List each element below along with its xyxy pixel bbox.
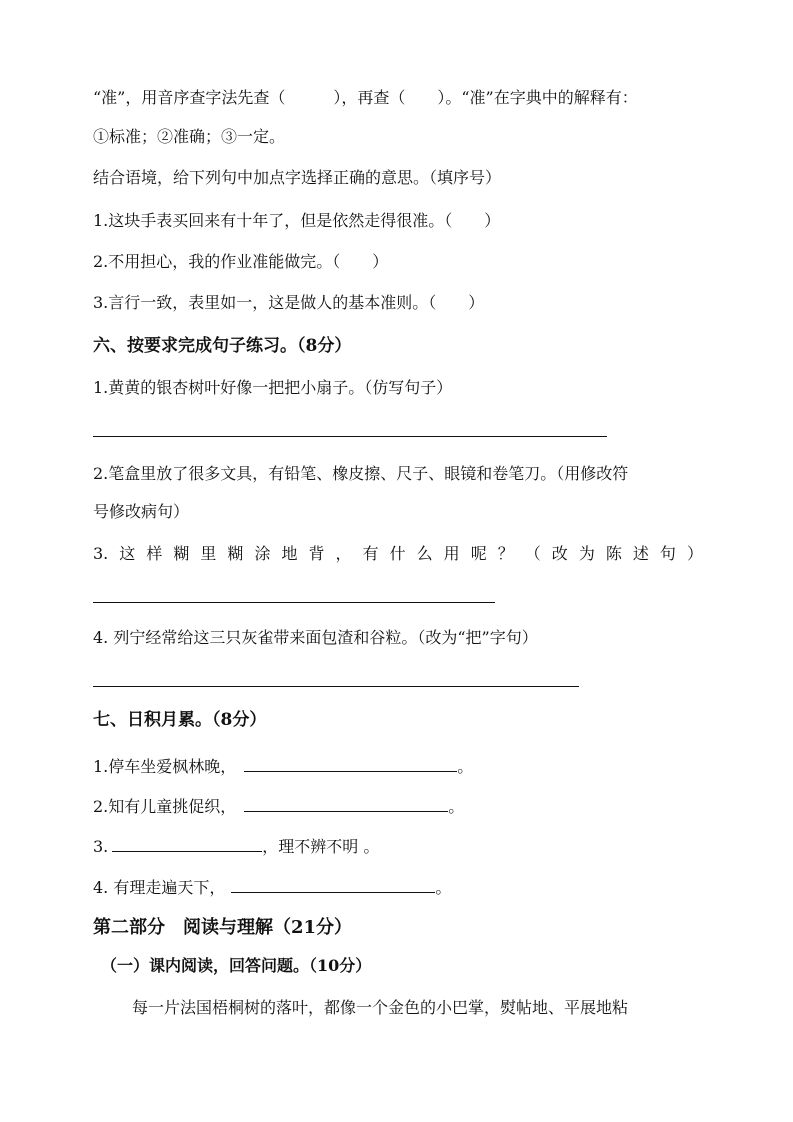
- s6-question-2a: 2.笔盒里放了很多文具，有铅笔、橡皮擦、尺子、眼镜和卷笔刀。（用修改符: [93, 464, 629, 483]
- answer-line-3[interactable]: [93, 602, 495, 603]
- poem-4-blank[interactable]: [231, 876, 435, 893]
- poem-1-end: 。: [457, 757, 474, 776]
- q3-char: 背: [308, 544, 325, 563]
- poem-2-prompt: 2.知有儿童挑促织，: [93, 797, 237, 816]
- answer-line-1[interactable]: [93, 436, 607, 437]
- poem-4-end: 。: [435, 878, 452, 897]
- reading-subsection-title: （一）课内阅读，回答问题。（10分）: [101, 956, 372, 975]
- q3-char: 什: [389, 544, 406, 563]
- q3-char: ）: [686, 544, 703, 563]
- q3-char: 糊: [173, 544, 190, 563]
- q3-char: ？: [497, 544, 514, 563]
- poem-1-blank[interactable]: [244, 755, 457, 772]
- q3-char: ，: [335, 544, 352, 563]
- q3-char: 么: [416, 544, 433, 563]
- instruction-text: 结合语境，给下列句中加点字选择正确的意思。（填序号）: [93, 168, 502, 187]
- part-two-title: 第二部分 阅读与理解（21分）: [93, 917, 353, 938]
- sentence-2: 2.不用担心，我的作业准能做完。（ ）: [93, 252, 389, 271]
- poem-item-4: [93, 876, 451, 899]
- sentence-3: 3.言行一致，表里如一，这是做人的基本准则。（ ）: [93, 293, 485, 312]
- q3-char: （: [524, 544, 541, 563]
- sentence-1: 1.这块手表买回来有十年了，但是依然走得很准。（ ）: [93, 211, 501, 230]
- dictionary-question-line: “准”，用音序查字法先查（ ），再查（ ）。“准”在字典中的解释有：: [93, 88, 638, 107]
- poem-4-prompt: 4. 有理走遍天下，: [93, 878, 226, 897]
- s6-question-1: 1.黄黄的银杏树叶好像一把把小扇子。（仿写句子）: [93, 378, 453, 397]
- q3-char: 陈: [605, 544, 622, 563]
- poem-2-blank[interactable]: [244, 795, 448, 812]
- q3-char: 这: [119, 544, 136, 563]
- s6-question-4: 4. 列宁经常给这三只灰雀带来面包渣和谷粒。（改为“把”字句）: [93, 628, 538, 647]
- definition-options: ①标准；②准确；③一定。: [93, 127, 286, 146]
- reading-passage: 每一片法国梧桐树的落叶，都像一个金色的小巴掌，熨帖地、平展地粘: [132, 998, 629, 1017]
- q3-char: 糊: [227, 544, 244, 563]
- q3-char: 地: [281, 544, 298, 563]
- poem-item-2: [93, 795, 464, 818]
- q3-char: 3.: [93, 544, 109, 563]
- q3-char: 涂: [254, 544, 271, 563]
- poem-item-3: [93, 835, 379, 858]
- q3-char: 改: [551, 544, 568, 563]
- q3-char: 述: [632, 544, 649, 563]
- q3-char: 样: [146, 544, 163, 563]
- q3-char: 里: [200, 544, 217, 563]
- q3-char: 呢: [470, 544, 487, 563]
- q3-char: 句: [659, 544, 676, 563]
- poem-2-end: 。: [448, 797, 465, 816]
- q3-char: 有: [362, 544, 379, 563]
- section-six-title: 六、按要求完成句子练习。（8分）: [93, 336, 352, 356]
- answer-line-4[interactable]: [93, 686, 579, 687]
- s6-question-2b: 号修改病句）: [93, 502, 190, 521]
- s6-question-3: [93, 543, 703, 565]
- q3-char: 为: [578, 544, 595, 563]
- poem-3-blank[interactable]: [112, 835, 262, 852]
- poem-1-prompt: 1.停车坐爱枫林晚，: [93, 757, 237, 776]
- q3-char: 用: [443, 544, 460, 563]
- poem-3-prompt: 3.: [93, 837, 109, 856]
- poem-3-end: ，理不辨不明 。: [262, 837, 380, 856]
- poem-item-1: [93, 755, 473, 778]
- section-seven-title: 七、日积月累。（8分）: [93, 710, 267, 730]
